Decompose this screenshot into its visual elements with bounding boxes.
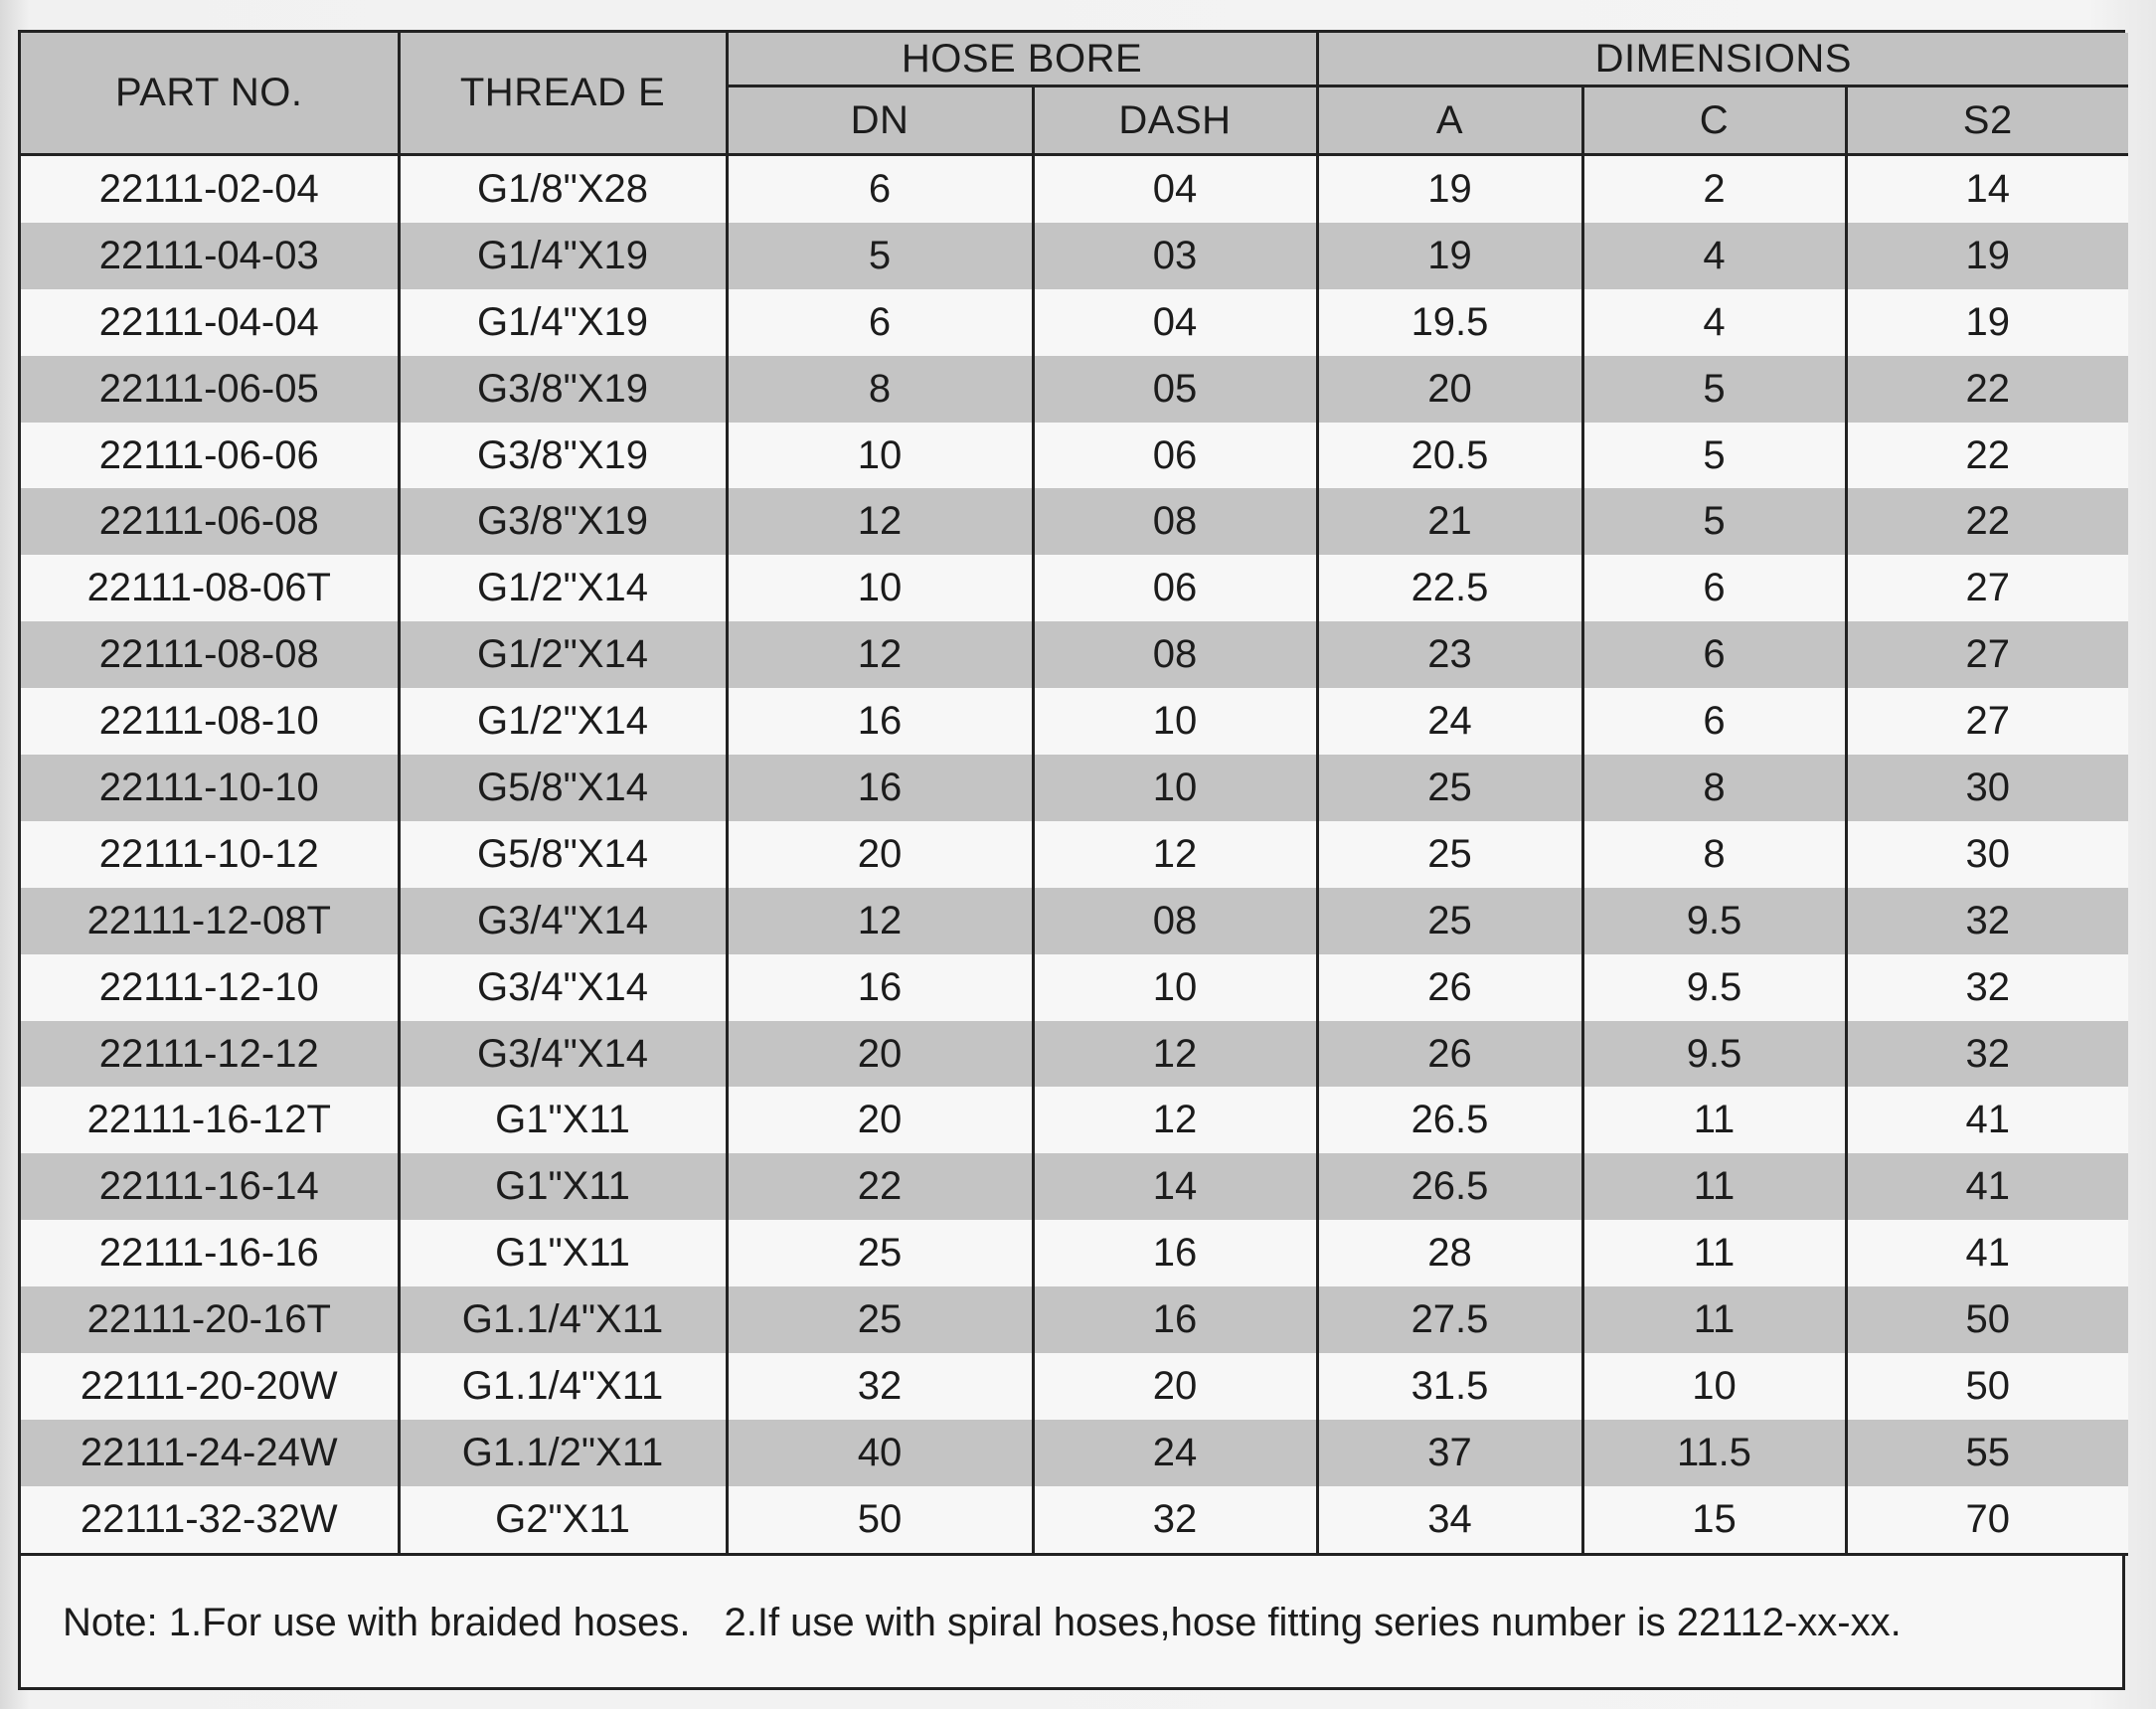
table-row: [21, 1021, 2128, 1088]
cell-a: 34: [1317, 1486, 1582, 1554]
cell-thread: G3/8"X19: [399, 356, 727, 423]
header-a: A: [1317, 86, 1582, 155]
cell-c: 6: [1582, 688, 1846, 755]
cell-dn: 5: [727, 223, 1033, 289]
table-row: [21, 821, 2128, 888]
cell-part-no: 22111-02-04: [21, 155, 399, 223]
cell-dn: 25: [727, 1286, 1033, 1353]
cell-dash: 14: [1033, 1153, 1317, 1220]
cell-part-no: 22111-12-10: [21, 954, 399, 1021]
cell-a: 19: [1317, 223, 1582, 289]
cell-s2: 50: [1846, 1353, 2128, 1420]
cell-s2: 19: [1846, 223, 2128, 289]
header-hose-bore: HOSE BORE: [727, 33, 1317, 86]
cell-a: 21: [1317, 488, 1582, 555]
cell-c: 9.5: [1582, 888, 1846, 954]
cell-part-no: 22111-06-06: [21, 423, 399, 489]
cell-s2: 32: [1846, 1021, 2128, 1088]
spec-table-frame: [18, 30, 2125, 1690]
cell-dash: 08: [1033, 888, 1317, 954]
cell-s2: 27: [1846, 555, 2128, 621]
cell-a: 27.5: [1317, 1286, 1582, 1353]
cell-dash: 10: [1033, 954, 1317, 1021]
cell-c: 2: [1582, 155, 1846, 223]
table-row: [21, 1420, 2128, 1486]
cell-a: 25: [1317, 755, 1582, 821]
note-item-1: 1.For use with braided hoses.: [168, 1600, 691, 1644]
table-row: [21, 1286, 2128, 1353]
table-row: [21, 423, 2128, 489]
cell-thread: G1"X11: [399, 1087, 727, 1153]
cell-dash: 06: [1033, 423, 1317, 489]
table-row: [21, 1353, 2128, 1420]
cell-thread: G1/2"X14: [399, 621, 727, 688]
cell-c: 8: [1582, 821, 1846, 888]
cell-thread: G1/4"X19: [399, 289, 727, 356]
cell-dash: 32: [1033, 1486, 1317, 1554]
cell-part-no: 22111-32-32W: [21, 1486, 399, 1554]
note-label: Note:: [63, 1600, 158, 1644]
cell-dn: 6: [727, 289, 1033, 356]
cell-a: 22.5: [1317, 555, 1582, 621]
cell-dn: 16: [727, 755, 1033, 821]
cell-a: 25: [1317, 888, 1582, 954]
cell-a: 19.5: [1317, 289, 1582, 356]
table-footnote: [21, 1558, 2122, 1687]
table-row: [21, 888, 2128, 954]
cell-s2: 41: [1846, 1087, 2128, 1153]
cell-part-no: 22111-16-12T: [21, 1087, 399, 1153]
cell-c: 9.5: [1582, 954, 1846, 1021]
table-header: [21, 33, 2128, 155]
cell-thread: G1/8"X28: [399, 155, 727, 223]
cell-dash: 16: [1033, 1286, 1317, 1353]
cell-c: 11: [1582, 1087, 1846, 1153]
cell-thread: G5/8"X14: [399, 755, 727, 821]
table-row: [21, 488, 2128, 555]
cell-thread: G1.1/4"X11: [399, 1286, 727, 1353]
cell-dn: 6: [727, 155, 1033, 223]
cell-a: 28: [1317, 1220, 1582, 1286]
table-row: [21, 688, 2128, 755]
cell-thread: G1/2"X14: [399, 555, 727, 621]
cell-dash: 06: [1033, 555, 1317, 621]
cell-dash: 08: [1033, 621, 1317, 688]
cell-a: 20: [1317, 356, 1582, 423]
cell-a: 20.5: [1317, 423, 1582, 489]
cell-s2: 27: [1846, 621, 2128, 688]
cell-a: 24: [1317, 688, 1582, 755]
table-row: [21, 356, 2128, 423]
cell-dn: 50: [727, 1486, 1033, 1554]
cell-s2: 30: [1846, 755, 2128, 821]
cell-thread: G3/8"X19: [399, 488, 727, 555]
cell-a: 25: [1317, 821, 1582, 888]
cell-dash: 20: [1033, 1353, 1317, 1420]
cell-dn: 12: [727, 621, 1033, 688]
cell-thread: G1.1/4"X11: [399, 1353, 727, 1420]
cell-part-no: 22111-08-06T: [21, 555, 399, 621]
cell-part-no: 22111-16-16: [21, 1220, 399, 1286]
cell-dash: 04: [1033, 155, 1317, 223]
header-dimensions: DIMENSIONS: [1317, 33, 2128, 86]
cell-dash: 12: [1033, 1087, 1317, 1153]
cell-dn: 20: [727, 1021, 1033, 1088]
cell-c: 5: [1582, 423, 1846, 489]
table-body: [21, 155, 2128, 1555]
cell-thread: G3/4"X14: [399, 954, 727, 1021]
cell-c: 15: [1582, 1486, 1846, 1554]
cell-dash: 12: [1033, 1021, 1317, 1088]
cell-part-no: 22111-20-20W: [21, 1353, 399, 1420]
header-thread-e: THREAD E: [399, 33, 727, 155]
cell-part-no: 22111-04-04: [21, 289, 399, 356]
hose-fitting-spec-table: [21, 33, 2128, 1556]
header-part-no: PART NO.: [21, 33, 399, 155]
cell-s2: 14: [1846, 155, 2128, 223]
cell-part-no: 22111-06-08: [21, 488, 399, 555]
cell-c: 8: [1582, 755, 1846, 821]
cell-part-no: 22111-20-16T: [21, 1286, 399, 1353]
cell-part-no: 22111-16-14: [21, 1153, 399, 1220]
cell-dash: 24: [1033, 1420, 1317, 1486]
cell-dn: 8: [727, 356, 1033, 423]
header-c: C: [1582, 86, 1846, 155]
cell-thread: G2"X11: [399, 1486, 727, 1554]
cell-a: 23: [1317, 621, 1582, 688]
cell-part-no: 22111-12-08T: [21, 888, 399, 954]
cell-dash: 10: [1033, 688, 1317, 755]
cell-dn: 10: [727, 423, 1033, 489]
cell-dash: 16: [1033, 1220, 1317, 1286]
cell-part-no: 22111-10-12: [21, 821, 399, 888]
cell-dash: 03: [1033, 223, 1317, 289]
cell-s2: 22: [1846, 488, 2128, 555]
cell-c: 4: [1582, 289, 1846, 356]
table-row: [21, 1153, 2128, 1220]
cell-s2: 22: [1846, 423, 2128, 489]
cell-thread: G5/8"X14: [399, 821, 727, 888]
cell-thread: G1/2"X14: [399, 688, 727, 755]
cell-s2: 19: [1846, 289, 2128, 356]
cell-dn: 12: [727, 888, 1033, 954]
cell-s2: 41: [1846, 1153, 2128, 1220]
table-row: [21, 1486, 2128, 1554]
cell-s2: 30: [1846, 821, 2128, 888]
cell-dash: 04: [1033, 289, 1317, 356]
cell-c: 9.5: [1582, 1021, 1846, 1088]
note-item-2: 2.If use with spiral hoses,hose fitting series number is 22112-xx-xx.: [724, 1600, 1902, 1644]
cell-part-no: 22111-04-03: [21, 223, 399, 289]
cell-dash: 08: [1033, 488, 1317, 555]
cell-dn: 20: [727, 1087, 1033, 1153]
cell-part-no: 22111-10-10: [21, 755, 399, 821]
cell-thread: G1"X11: [399, 1220, 727, 1286]
header-dn: DN: [727, 86, 1033, 155]
cell-s2: 70: [1846, 1486, 2128, 1554]
cell-s2: 32: [1846, 888, 2128, 954]
cell-part-no: 22111-24-24W: [21, 1420, 399, 1486]
cell-thread: G1/4"X19: [399, 223, 727, 289]
table-row: [21, 555, 2128, 621]
cell-a: 26.5: [1317, 1087, 1582, 1153]
cell-s2: 41: [1846, 1220, 2128, 1286]
table-row: [21, 223, 2128, 289]
cell-dn: 25: [727, 1220, 1033, 1286]
cell-c: 6: [1582, 621, 1846, 688]
cell-dash: 05: [1033, 356, 1317, 423]
cell-dn: 12: [727, 488, 1033, 555]
cell-s2: 50: [1846, 1286, 2128, 1353]
cell-dn: 40: [727, 1420, 1033, 1486]
cell-part-no: 22111-12-12: [21, 1021, 399, 1088]
cell-dn: 10: [727, 555, 1033, 621]
cell-dash: 10: [1033, 755, 1317, 821]
cell-c: 10: [1582, 1353, 1846, 1420]
cell-part-no: 22111-08-10: [21, 688, 399, 755]
cell-a: 37: [1317, 1420, 1582, 1486]
table-row: [21, 1087, 2128, 1153]
table-row: [21, 621, 2128, 688]
cell-a: 31.5: [1317, 1353, 1582, 1420]
cell-c: 5: [1582, 488, 1846, 555]
table-row: [21, 755, 2128, 821]
cell-part-no: 22111-08-08: [21, 621, 399, 688]
table-row: [21, 155, 2128, 223]
cell-thread: G1.1/2"X11: [399, 1420, 727, 1486]
cell-thread: G3/4"X14: [399, 888, 727, 954]
cell-dash: 12: [1033, 821, 1317, 888]
cell-c: 11: [1582, 1286, 1846, 1353]
cell-s2: 55: [1846, 1420, 2128, 1486]
cell-thread: G3/4"X14: [399, 1021, 727, 1088]
cell-c: 6: [1582, 555, 1846, 621]
cell-s2: 27: [1846, 688, 2128, 755]
cell-a: 19: [1317, 155, 1582, 223]
cell-c: 5: [1582, 356, 1846, 423]
cell-c: 11: [1582, 1220, 1846, 1286]
table-row: [21, 289, 2128, 356]
cell-c: 11: [1582, 1153, 1846, 1220]
table-row: [21, 1220, 2128, 1286]
header-dash: DASH: [1033, 86, 1317, 155]
cell-dn: 16: [727, 688, 1033, 755]
cell-dn: 22: [727, 1153, 1033, 1220]
cell-c: 4: [1582, 223, 1846, 289]
cell-s2: 22: [1846, 356, 2128, 423]
cell-part-no: 22111-06-05: [21, 356, 399, 423]
table-row: [21, 954, 2128, 1021]
cell-a: 26: [1317, 954, 1582, 1021]
cell-dn: 16: [727, 954, 1033, 1021]
cell-a: 26.5: [1317, 1153, 1582, 1220]
cell-thread: G3/8"X19: [399, 423, 727, 489]
header-s2: S2: [1846, 86, 2128, 155]
cell-thread: G1"X11: [399, 1153, 727, 1220]
cell-dn: 20: [727, 821, 1033, 888]
cell-a: 26: [1317, 1021, 1582, 1088]
cell-c: 11.5: [1582, 1420, 1846, 1486]
cell-s2: 32: [1846, 954, 2128, 1021]
cell-dn: 32: [727, 1353, 1033, 1420]
